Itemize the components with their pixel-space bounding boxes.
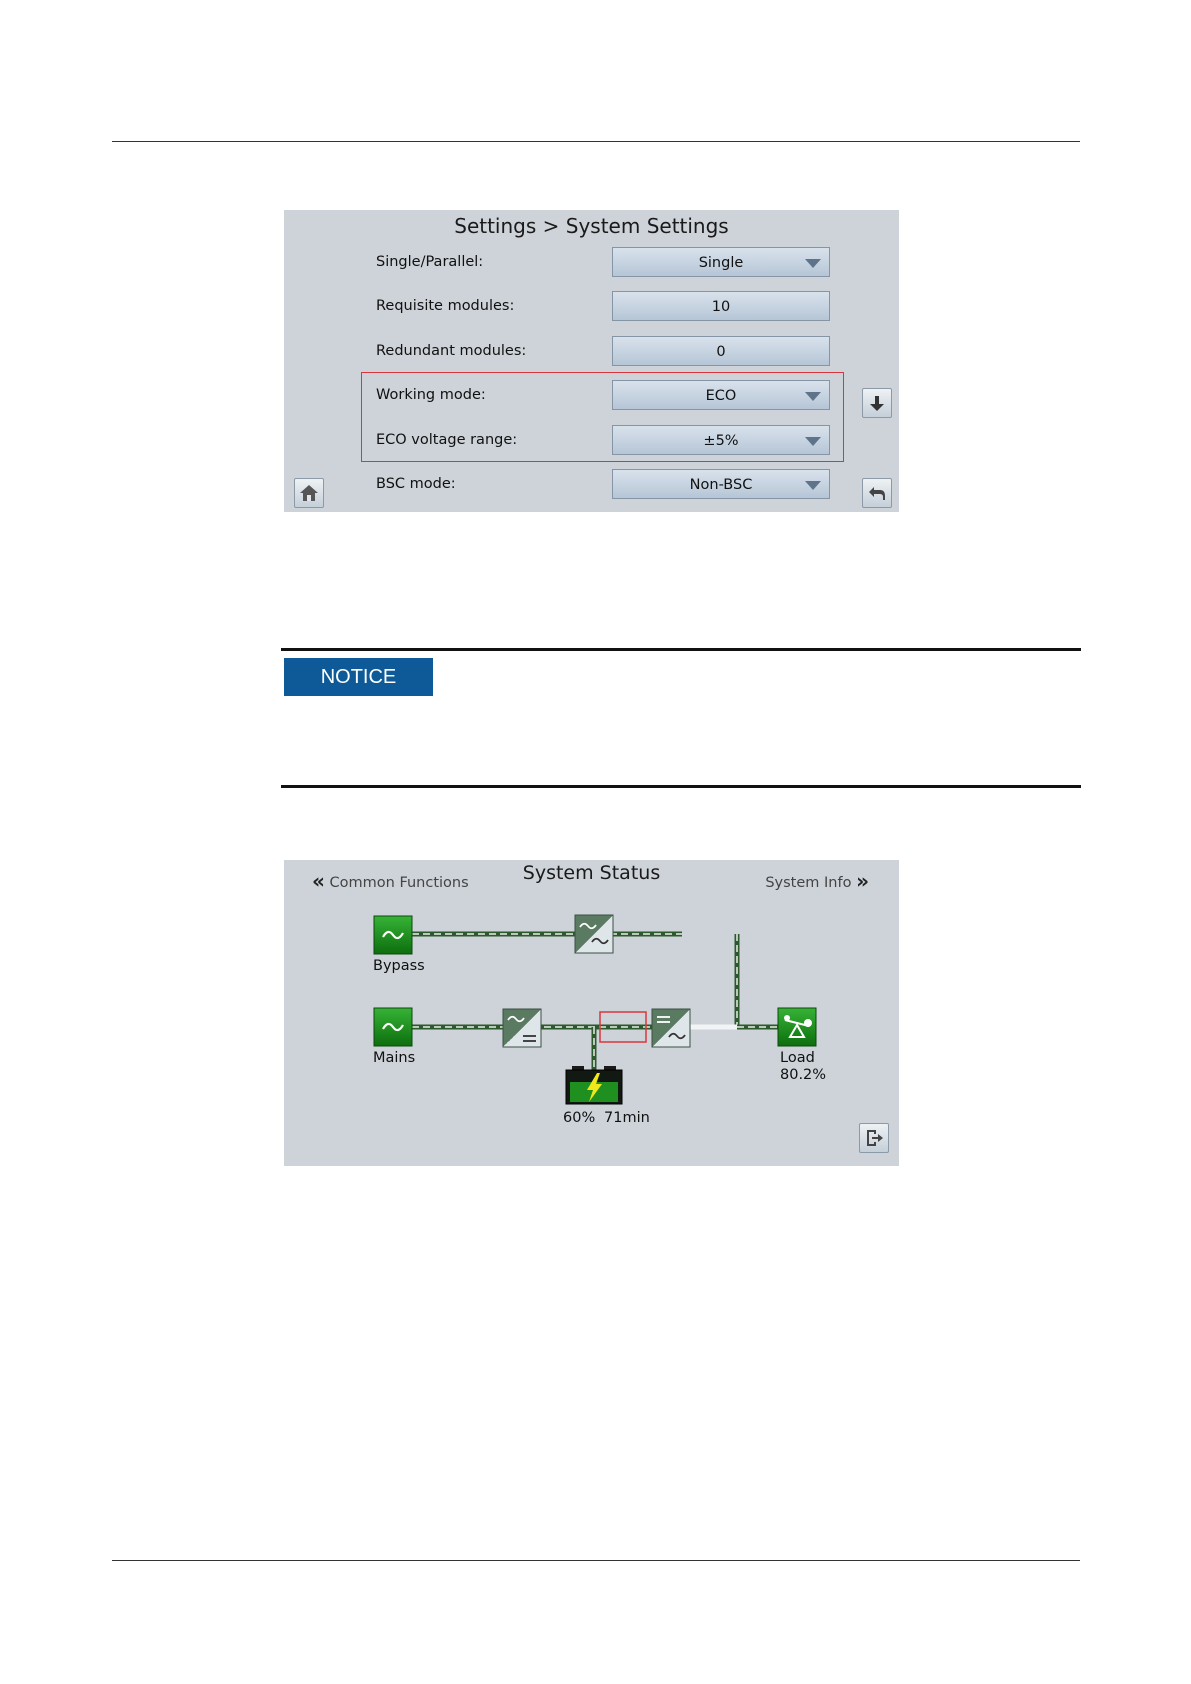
inverter-icon — [652, 1009, 690, 1047]
double-chevron-right-icon: » — [856, 869, 869, 893]
bsc-mode-label: BSC mode: — [376, 476, 456, 492]
requisite-modules-value: 10 — [711, 299, 731, 315]
header-rule — [112, 141, 1080, 142]
load-label: Load — [780, 1050, 815, 1066]
page-down-button[interactable] — [862, 388, 892, 418]
home-button[interactable] — [294, 478, 324, 508]
single-parallel-dropdown[interactable] — [612, 247, 830, 277]
redundant-modules-value: 0 — [716, 344, 726, 360]
double-chevron-left-icon: « — [312, 869, 325, 893]
screen-title: System Status — [522, 862, 661, 884]
single-parallel-label: Single/Parallel: — [376, 254, 484, 270]
down-arrow-icon — [867, 393, 887, 413]
single-parallel-value: Single — [698, 255, 744, 271]
common-functions-label: Common Functions — [329, 875, 469, 891]
system-settings-screen — [284, 210, 899, 512]
chevron-down-icon — [805, 259, 821, 268]
load-icon — [778, 1008, 816, 1046]
battery-icon — [566, 1066, 622, 1104]
system-status-screen — [284, 860, 899, 1166]
redundant-modules-label: Redundant modules: — [376, 343, 527, 359]
exit-icon — [864, 1128, 884, 1148]
notice-badge: NOTICE — [284, 658, 433, 696]
eco-voltage-range-value: ±5% — [703, 433, 739, 449]
bypass-label: Bypass — [373, 958, 425, 974]
rectifier-icon — [503, 1009, 541, 1047]
chevron-down-icon — [805, 392, 821, 401]
working-mode-label: Working mode: — [376, 387, 486, 403]
eco-voltage-range-label: ECO voltage range: — [376, 432, 518, 448]
bsc-mode-value: Non-BSC — [689, 477, 753, 493]
redundant-modules-field[interactable] — [612, 336, 830, 366]
chevron-down-icon — [805, 437, 821, 446]
chevron-down-icon — [805, 481, 821, 490]
battery-backup-time: 71min — [604, 1110, 650, 1126]
exit-button[interactable] — [859, 1123, 889, 1153]
system-info-label: System Info — [765, 875, 852, 891]
screen-title: Settings > System Settings — [454, 214, 729, 238]
bypass-source-icon — [374, 916, 412, 954]
eco-voltage-range-dropdown[interactable] — [612, 425, 830, 455]
battery-capacity: 60% — [563, 1110, 596, 1126]
notice-top-rule — [281, 648, 1081, 651]
back-arrow-icon — [867, 483, 887, 503]
notice-bottom-rule — [281, 785, 1081, 788]
bypass-converter-icon — [575, 915, 613, 953]
load-percentage: 80.2% — [780, 1067, 827, 1083]
requisite-modules-label: Requisite modules: — [376, 298, 515, 314]
mains-label: Mains — [373, 1050, 416, 1066]
mains-flow-line — [412, 1027, 778, 1070]
requisite-modules-field[interactable] — [612, 291, 830, 321]
working-mode-value: ECO — [705, 388, 737, 404]
bsc-mode-dropdown[interactable] — [612, 469, 830, 499]
back-button[interactable] — [862, 478, 892, 508]
home-icon — [299, 483, 319, 503]
working-mode-dropdown[interactable] — [612, 380, 830, 410]
footer-rule — [112, 1560, 1080, 1561]
mains-source-icon — [374, 1008, 412, 1046]
